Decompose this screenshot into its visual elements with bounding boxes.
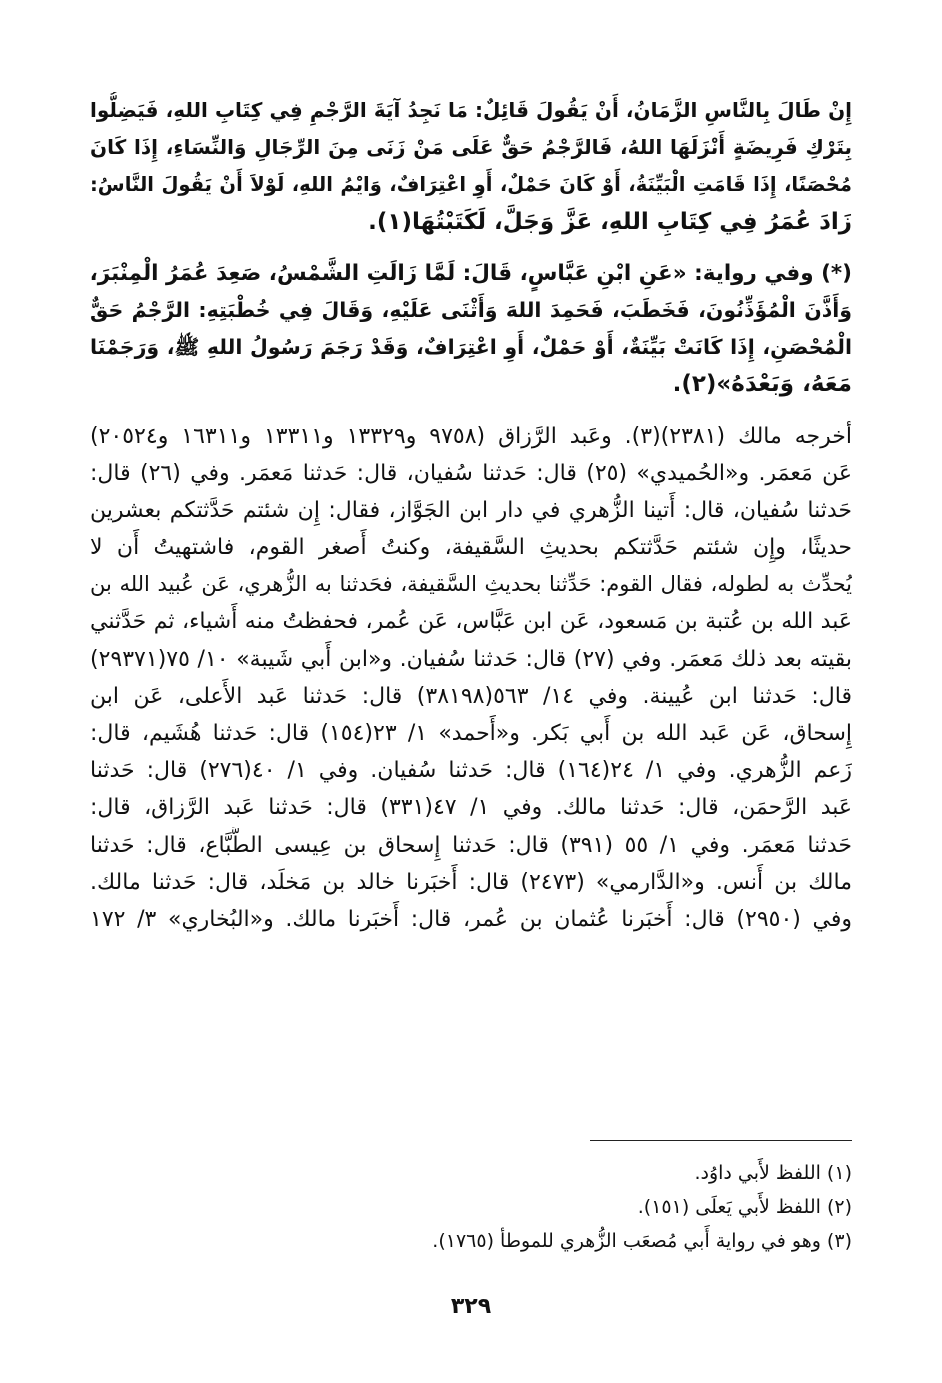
- footnotes: [90, 1156, 852, 1258]
- page-number: ٣٢٩: [450, 1294, 492, 1319]
- paragraph-gap: [90, 404, 852, 418]
- narration-line: (*) وفي رواية: «عَنِ ابْنِ عَبَّاسٍ، قَالَ: لَمَّا زَالَتِ الشَّمْسُ، صَعِدَ عُمَرُ الْمِنْبَرَ،: [90, 260, 852, 286]
- takhrij-paragraph: [90, 418, 852, 939]
- narration-line: وَأَذَّنَ الْمُؤَذِّنُونَ، فَخَطَبَ، فَحَمِدَ اللهَ وَأَثْنَى عَلَيْهِ، وَقَالَ فِي خُطْبَتِهِ: الرَّجْمُ حَقٌّ: [90, 297, 852, 322]
- takhrij-line: عَبد الرَّحمَن، قال: حَدثنا مالك. وفي ١/ ٤٧(٣٣١) قال: حَدثنا عَبد الرَّزاق، قال:: [90, 795, 852, 821]
- takhrij-line: حَدثنا مَعمَر. وفي ١/ ٥٥ (٣٩١) قال: حَدثنا إِسحاق بن عِيسى الطَّبَّاع، قال: حَدثنا: [90, 832, 852, 858]
- quote-line: زَادَ عُمَرُ فِي كِتَابِ اللهِ، عَزَّ وَجَلَّ، لَكَتَبْتُهَا(١).: [368, 208, 852, 235]
- narration-paragraph: [90, 255, 852, 404]
- takhrij-line: إِسحاق، عَن عَبد الله بن أَبي بَكر. و«أَحمد» ١/ ٢٣(١٥٤) قال: حَدثنا هُشَيم، قال:: [90, 721, 852, 746]
- takhrij-line: عَن مَعمَر. و«الحُميدي» (٢٥) قال: حَدثنا سُفيان، قال: حَدثنا مَعمَر. وفي (٢٦) قال:: [90, 460, 852, 486]
- takhrij-line: يُحدِّث به لطوله، فقال القوم: حَدِّثنا بحديثِ السَّقيفة، فحَدثنا به الزُّهري، عَن عُبيد الله بن: [90, 572, 852, 597]
- takhrij-line: حديثًا، وإِن شئتم حَدَّثتكم بحديثِ السَّقيفة، وكنتُ أَصغر القوم، فاشتهيتُ أَن لا: [90, 535, 852, 561]
- takhrij-line: وفي (٢٩٥٠) قال: أَخبَرنا عُثمان بن عُمر، قال: أَخبَرنا مالك. و«البُخاري» ٣/ ١٧٢: [90, 906, 852, 932]
- footnote: (٢) اللفظ لأَبي يَعلَى (١٥١).: [637, 1196, 852, 1218]
- takhrij-line: زَعم الزُّهري. وفي ١/ ٢٤(١٦٤) قال: حَدثنا سُفيان. وفي ١/ ٤٠(٢٧٦) قال: حَدثنا: [90, 758, 852, 784]
- footnote: (١) اللفظ لأَبي داوُد.: [694, 1162, 852, 1184]
- quote-line: مُحْصَنًا، إِذَا قَامَتِ الْبَيِّنَةُ، أَوْ كَانَ حَمْلٌ، أَوِ اعْتِرَافٌ، وَايْمُ اللهِ، لَوْلاَ أَنْ يَقُولَ النَّاسُ:: [90, 173, 852, 197]
- quote-line: بِتَرْكِ فَرِيضَةٍ أَنْزَلَهَا اللهُ، فَالرَّجْمُ حَقٌّ عَلَى مَنْ زَنَى مِنَ الرِّجَالِ وَالنِّسَاءِ، إِذَا كَانَ: [90, 135, 852, 160]
- footnote-divider: [590, 1140, 852, 1141]
- takhrij-line: أخرجه مالك (٢٣٨١)(٣). وعَبد الرَّزاق (٩٧٥٨ و١٣٣٢٩ و١٣٣١١ و١٦٣١١ و٢٠٥٢٤): [90, 423, 852, 449]
- narration-line: مَعَهُ، وَبَعْدَهُ»(٢).: [672, 371, 852, 398]
- footnote: (٣) وهو في رواية أَبي مُصعَب الزُّهري للموطأ (١٧٦٥).: [432, 1230, 852, 1252]
- quote-line: إِنْ طَالَ بِالنَّاسِ الزَّمَانُ، أَنْ يَقُولَ قَائِلٌ: مَا نَجِدُ آيَةَ الرَّجْمِ فِي كِتَابِ اللهِ، فَيَضِلُّوا: [90, 98, 852, 122]
- narration-line: الْمُحْصَنِ، إِذَا كَانَتْ بَيِّنَةٌ، أَوْ حَمْلٌ، أَوِ اعْتِرَافٌ، وَقَدْ رَجَمَ رَسُولُ اللهِ ﷺ، وَرَجَمْنَا: [90, 335, 852, 360]
- takhrij-line: قال: حَدثنا ابن عُيينة. وفي ١٤/ ٥٦٣(٣٨١٩٨) قال: حَدثنا عَبد الأَعلى، عَن ابن: [90, 683, 852, 709]
- takhrij-line: حَدثنا سُفيان، قال: أَتينا الزُّهري في دار ابن الجَوَّاز، فقال: إِن شئتم حَدَّثتكم بعشرين: [90, 497, 852, 523]
- page-body: [90, 92, 852, 938]
- takhrij-line: مالك بن أَنس. و«الدَّارمي» (٢٤٧٣) قال: أَخبَرنا خالد بن مَخلَد، قال: حَدثنا مالك.: [90, 869, 852, 895]
- takhrij-line: عَبد الله بن عُتبة بن مَسعود، عَن ابن عَبَّاس، عَن عُمر، فحفظتُ منه أَشياء، ثم حَدَّثني: [90, 609, 852, 635]
- takhrij-line: بقيته بعد ذلك مَعمَر. وفي (٢٧) قال: حَدثنا سُفيان. و«ابن أَبي شَيبة» ١٠/ ٧٥(٢٩٣٧١): [90, 646, 852, 672]
- paragraph-gap: [90, 241, 852, 255]
- quote-paragraph: [90, 92, 852, 241]
